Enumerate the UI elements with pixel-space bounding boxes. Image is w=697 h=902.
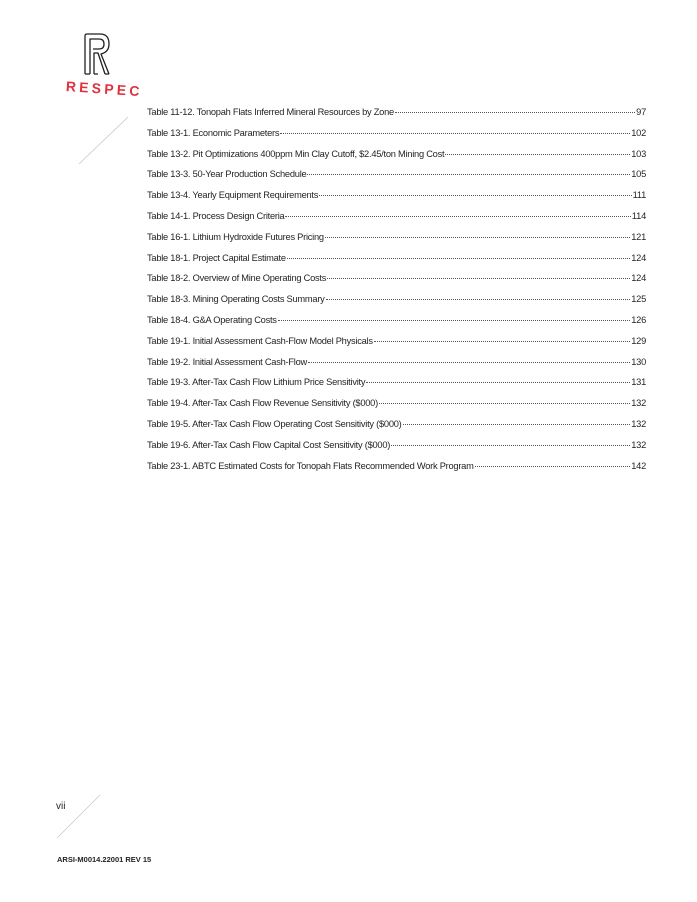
toc-entry-page: 130 — [631, 356, 646, 367]
toc-entry-page: 125 — [631, 294, 646, 305]
toc-entry-page: 97 — [636, 107, 646, 117]
toc-entry-title: Table 19-2. Initial Assessment Cash-Flow — [147, 356, 307, 367]
toc-entry-title: Table 23-1. ABTC Estimated Costs for Tonopah Flats Recommended Work Program — [147, 460, 474, 471]
toc-entry[interactable] — [147, 357, 646, 378]
list-of-tables — [147, 107, 646, 481]
toc-entry-page: 142 — [631, 460, 646, 471]
toc-entry[interactable] — [147, 419, 646, 440]
toc-entry-title: Table 13-1. Economic Parameters — [147, 127, 280, 138]
toc-dot-leader — [327, 278, 630, 279]
toc-entry[interactable] — [147, 149, 646, 170]
toc-entry-title: Table 19-3. After-Tax Cash Flow Lithium Price Sensitivity — [147, 377, 366, 388]
toc-entry[interactable] — [147, 253, 646, 274]
toc-dot-leader — [325, 237, 630, 238]
toc-entry[interactable] — [147, 107, 646, 128]
document-id: ARSI-M0014.22001 REV 15 — [57, 855, 152, 864]
toc-dot-leader — [379, 403, 630, 404]
toc-dot-leader — [307, 174, 630, 175]
toc-dot-leader — [319, 195, 631, 196]
page-number: vii — [56, 801, 66, 812]
toc-entry-page: 129 — [631, 335, 646, 346]
toc-entry[interactable] — [147, 398, 646, 419]
toc-dot-leader — [280, 133, 630, 134]
respec-r-logo-icon — [82, 32, 112, 76]
toc-entry-title: Table 13-4. Yearly Equipment Requirements — [147, 190, 319, 201]
toc-entry[interactable] — [147, 128, 646, 149]
toc-entry-title: Table 19-6. After-Tax Cash Flow Capital Cost Sensitivity ($000) — [147, 439, 391, 450]
toc-entry-page: 132 — [631, 418, 646, 429]
toc-entry-page: 103 — [631, 148, 646, 159]
toc-entry-page: 102 — [631, 127, 646, 138]
toc-entry-page: 132 — [631, 439, 646, 450]
toc-entry-page: 132 — [631, 398, 646, 409]
toc-entry-page: 131 — [631, 377, 646, 388]
toc-entry[interactable] — [147, 190, 646, 211]
toc-entry-page: 105 — [631, 169, 646, 180]
toc-entry[interactable] — [147, 294, 646, 315]
toc-dot-leader — [285, 216, 630, 217]
toc-entry[interactable] — [147, 336, 646, 357]
toc-entry-title: Table 19-1. Initial Assessment Cash-Flow Model Physicals — [147, 335, 373, 346]
logo-wordmark: RESPEC — [65, 78, 144, 100]
toc-dot-leader — [366, 382, 630, 383]
toc-entry-title: Table 11-12. Tonopah Flats Inferred Mineral Resources by Zone — [147, 107, 394, 117]
toc-entry-title: Table 18-3. Mining Operating Costs Summary — [147, 294, 325, 305]
toc-entry[interactable] — [147, 315, 646, 336]
toc-entry-title: Table 14-1. Process Design Criteria — [147, 210, 285, 221]
toc-entry[interactable] — [147, 461, 646, 482]
toc-dot-leader — [374, 341, 630, 342]
toc-entry-title: Table 13-3. 50-Year Production Schedule — [147, 169, 307, 180]
toc-entry-page: 126 — [631, 314, 646, 325]
toc-entry[interactable] — [147, 377, 646, 398]
toc-entry-title: Table 19-4. After-Tax Cash Flow Revenue Sensitivity ($000) — [147, 398, 378, 409]
toc-entry-title: Table 18-2. Overview of Mine Operating Costs — [147, 273, 327, 284]
toc-entry-page: 124 — [631, 252, 646, 263]
toc-dot-leader — [287, 258, 630, 259]
toc-entry-page: 111 — [632, 190, 646, 201]
toc-entry-title: Table 19-5. After-Tax Cash Flow Operating Cost Sensitivity ($000) — [147, 418, 402, 429]
toc-entry[interactable] — [147, 232, 646, 253]
toc-dot-leader — [475, 466, 631, 467]
toc-entry-title: Table 18-1. Project Capital Estimate — [147, 252, 286, 263]
toc-dot-leader — [445, 154, 630, 155]
toc-entry-page: 114 — [631, 210, 646, 221]
toc-entry-title: Table 18-4. G&A Operating Costs — [147, 314, 277, 325]
toc-dot-leader — [391, 445, 630, 446]
toc-dot-leader — [395, 112, 635, 113]
toc-entry-title: Table 13-2. Pit Optimizations 400ppm Min Clay Cutoff, $2.45/ton Mining Cost — [147, 148, 445, 159]
toc-dot-leader — [308, 362, 630, 363]
toc-entry[interactable] — [147, 440, 646, 461]
header-diagonal-line — [78, 116, 130, 166]
toc-entry-page: 121 — [631, 231, 646, 242]
respec-logo — [62, 32, 144, 104]
toc-entry-title: Table 16-1. Lithium Hydroxide Futures Pricing — [147, 231, 324, 242]
toc-dot-leader — [403, 424, 631, 425]
toc-dot-leader — [278, 320, 631, 321]
toc-dot-leader — [326, 299, 631, 300]
toc-entry[interactable] — [147, 211, 646, 232]
toc-entry[interactable] — [147, 169, 646, 190]
toc-entry-page: 124 — [631, 273, 646, 284]
toc-entry[interactable] — [147, 273, 646, 294]
